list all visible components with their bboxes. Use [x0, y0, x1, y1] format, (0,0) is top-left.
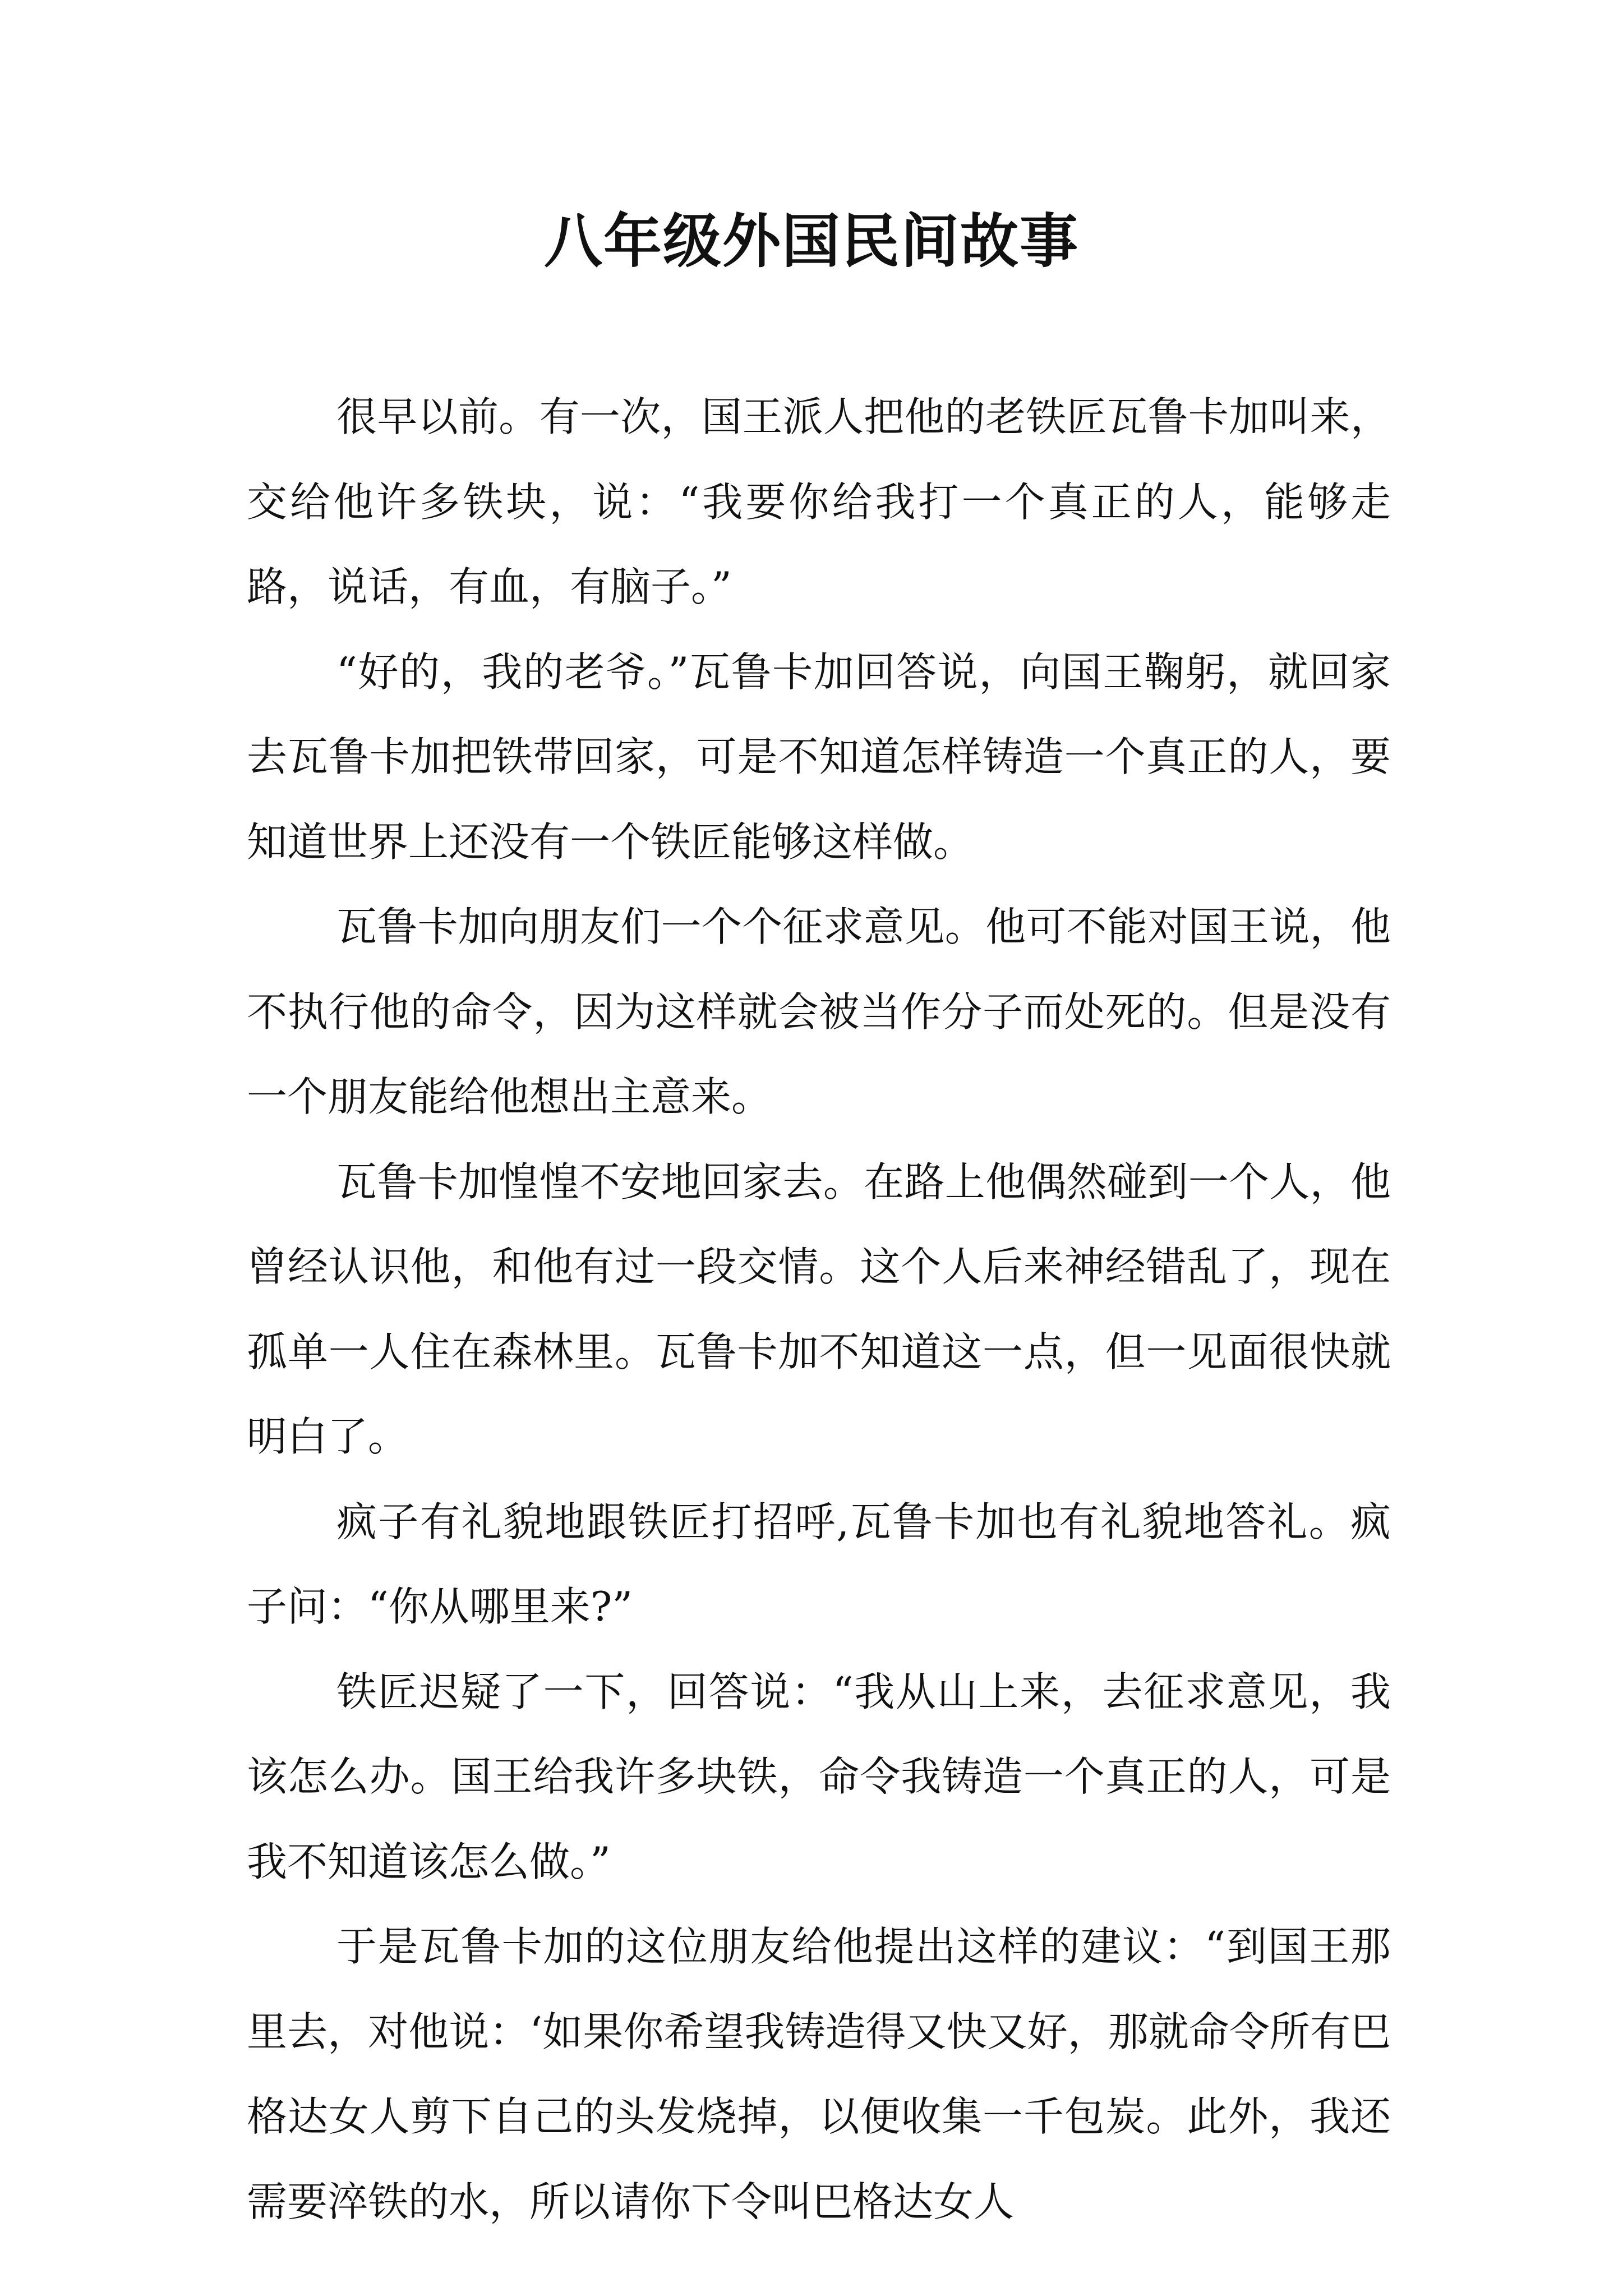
- paragraph-4: 瓦鲁卡加惶惶不安地回家去。在路上他偶然碰到一个人，他曾经认识他，和他有过一段交情。这个人后来神经错乱了，现在孤单一人住在森林里。瓦鲁卡加不知道这一点，但一见面很快就明白了。: [247, 1158, 1391, 1460]
- story-body: [247, 375, 1391, 2244]
- paragraph-7: 于是瓦鲁卡加的这位朋友给他提出这样的建议：“到国王那里去，对他说：‘如果你希望我铸造得又快又好，那就命令所有巴格达女人剪下自己的头发烧掉，以便收集一千包炭。此外，我还需要淬铁的水，所以请你下令叫巴格达女人: [247, 1923, 1391, 2225]
- paragraph-6: 铁匠迟疑了一下，回答说：“我从山上来，去征求意见，我该怎么办。国王给我许多块铁，命令我铸造一个真正的人，可是我不知道该怎么做。”: [247, 1668, 1391, 1885]
- document-title: 八年级外国民间故事: [543, 206, 1079, 275]
- paragraph-2: “好的，我的老爷。”瓦鲁卡加回答说，向国王鞠躬，就回家去瓦鲁卡加把铁带回家，可是不知道怎样铸造一个真正的人，要知道世界上还没有一个铁匠能够这样做。: [247, 648, 1391, 866]
- paragraph-3: 瓦鲁卡加向朋友们一个个征求意见。他可不能对国王说，他不执行他的命令，因为这样就会被当作分子而处死的。但是没有一个朋友能给他想出主意来。: [247, 903, 1391, 1120]
- paragraph-5: 疯子有礼貌地跟铁匠打招呼,瓦鲁卡加也有礼貌地答礼。疯子问：“你从哪里来?”: [247, 1498, 1391, 1630]
- paragraph-1: 很早以前。有一次，国王派人把他的老铁匠瓦鲁卡加叫来，交给他许多铁块，说：“我要你给我打一个真正的人，能够走路，说话，有血，有脑子。”: [247, 393, 1391, 610]
